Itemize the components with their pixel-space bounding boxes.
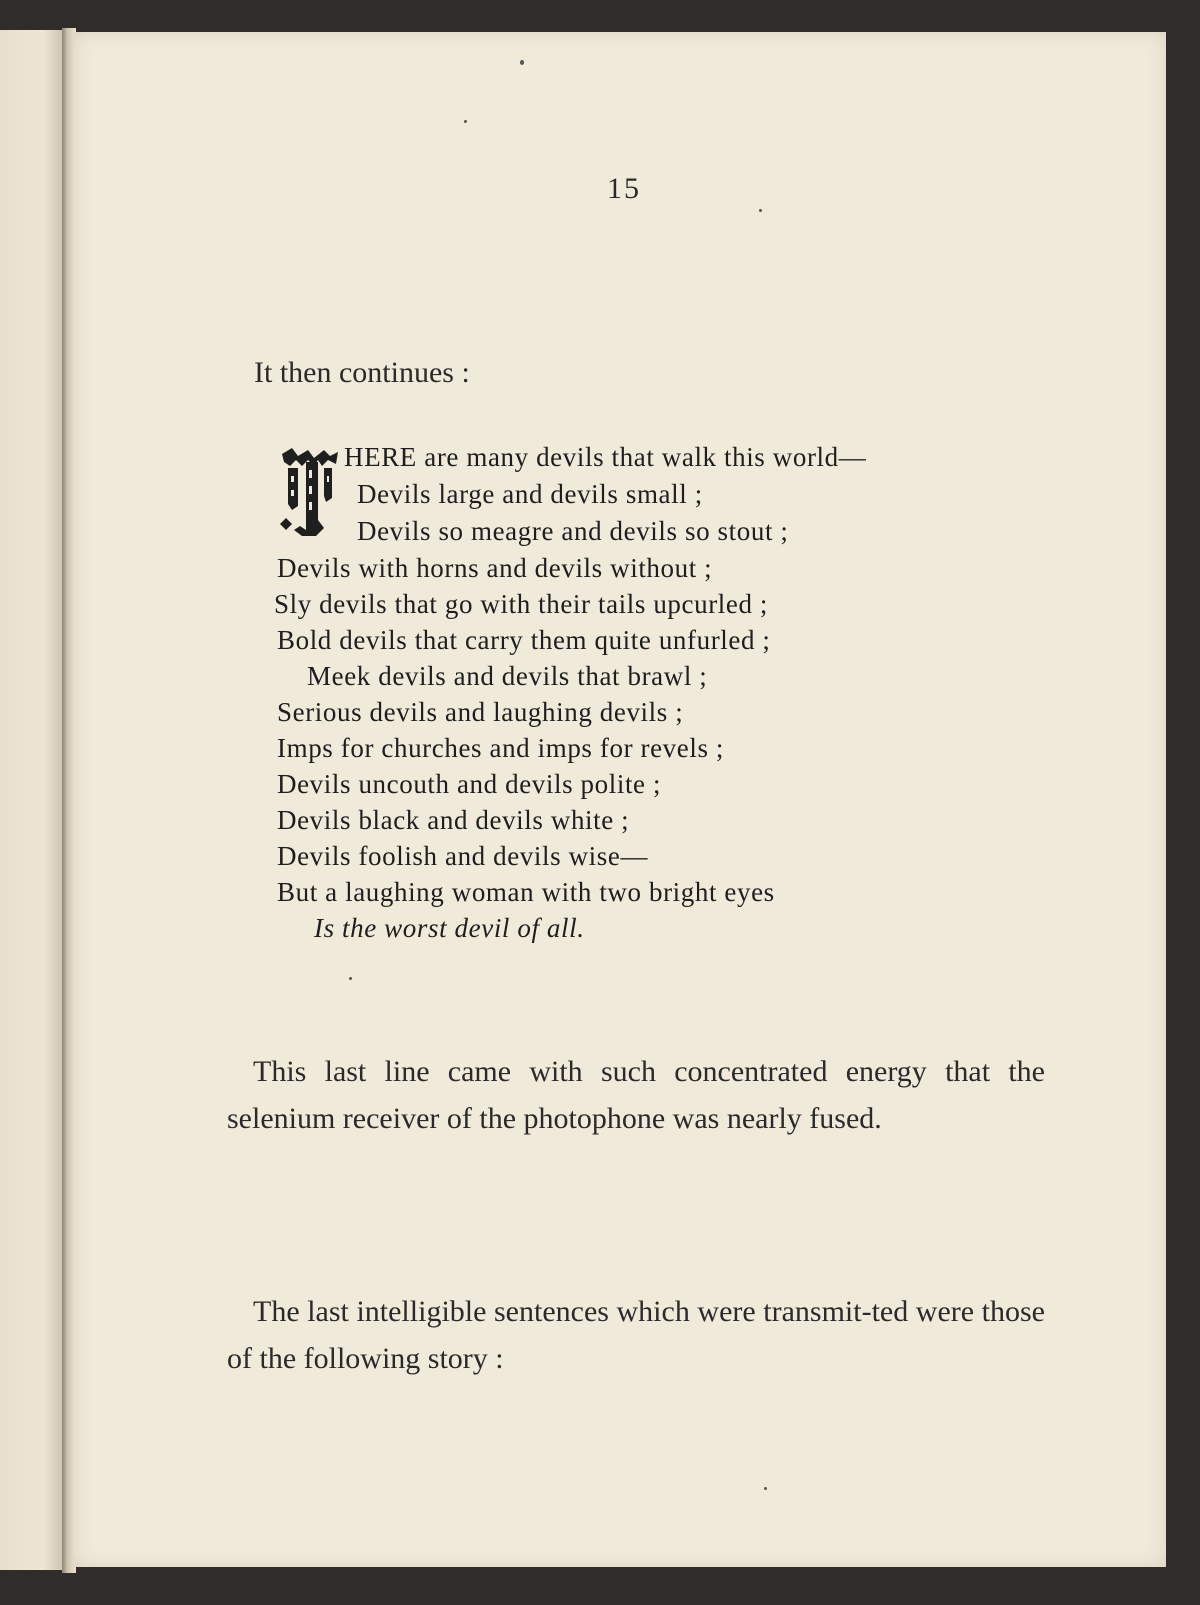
paper-speck [464,120,467,123]
paper-speck [520,60,524,65]
book-page [74,32,1166,1567]
paper-speck [759,209,762,212]
paragraph-2: The last intelligible sentences which were transmit-ted were those of the following story : [227,1295,1045,1375]
poem-line-11: Devils black and devils white ; [277,805,630,835]
paper-speck [349,977,352,980]
poem-line-2: Devils large and devils small ; [357,479,703,509]
poem-line-7: Meek devils and devils that brawl ; [307,661,708,691]
poem-line-4: Devils with horns and devils without ; [277,553,713,583]
poem-line-10: Devils uncouth and devils polite ; [277,769,662,799]
dropcap-letter-t [278,446,340,538]
poem-line-8: Serious devils and laughing devils ; [277,697,684,727]
intro-text: It then continues : [254,356,470,389]
poem-line-9: Imps for churches and imps for revels ; [277,733,725,763]
poem-line-12: Devils foolish and devils wise— [277,841,649,871]
paragraph-1: This last line came with such concentrated energy that the selenium receiver of the photophone was nearly fused. [227,1055,1045,1135]
paper-speck [764,1487,767,1490]
poem-line-6: Bold devils that carry them quite unfurled ; [277,625,771,655]
poem-line-1: HERE are many devils that walk this world— [344,442,867,472]
left-page-edge [0,30,62,1570]
poem-line-13: But a laughing woman with two bright eyes [277,877,775,907]
page-number: 15 [607,172,641,205]
poem-line-3: Devils so meagre and devils so stout ; [357,516,789,546]
poem-line-14: Is the worst devil of all. [314,913,585,943]
poem-line-5: Sly devils that go with their tails upcurled ; [274,589,769,619]
